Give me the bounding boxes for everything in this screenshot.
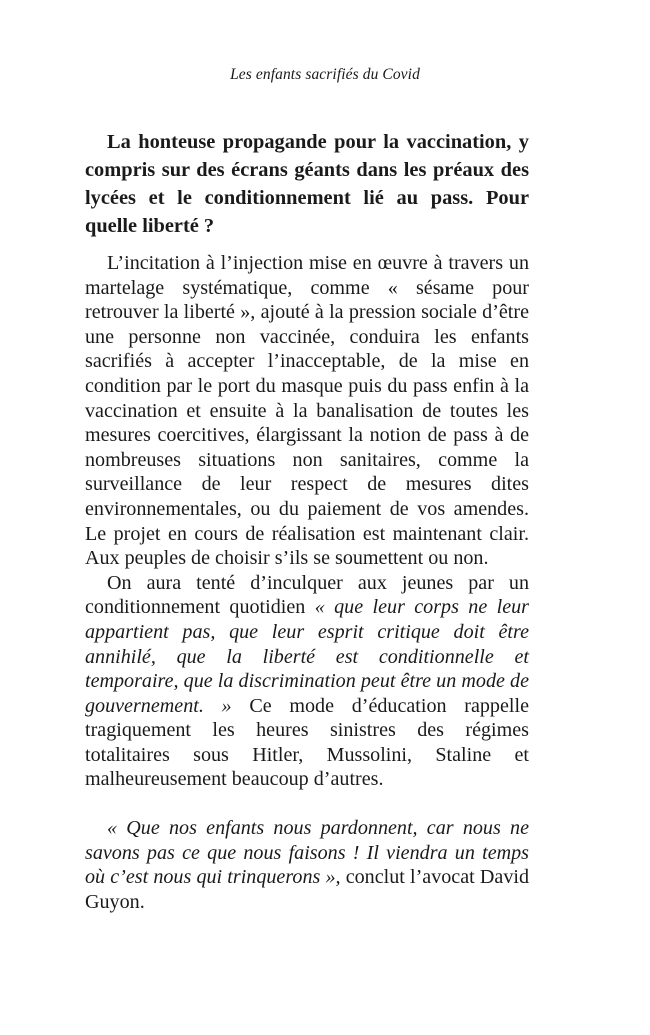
quote-attribution: conclut l’avocat David Guyon.	[85, 866, 529, 913]
italic-quote: « que leur corps ne leur appartient pas, que leur esprit critique doit être annihilé, que la liberté est conditionnelle et temporaire, que la discrimination peut être un mode de gouvernement. »	[85, 596, 529, 717]
body-text	[85, 251, 529, 914]
paragraph-continuation: Ce mode d’éducation rappelle tragiquement les heures sinistres des régimes totalitaires sous Hitler, Mussolini, Staline et malheureusement beaucoup d’autres.	[85, 694, 529, 791]
paragraph-closing-quote	[85, 816, 529, 914]
paragraph-incitation: L’incitation à l’injection mise en œuvre à travers un martelage systématique, comme « sésame pour retrouver la liberté », ajouté à la pression sociale d’être une personne non vaccinée, conduira les enfants sacrifiés à accepter l’inacceptable, de la mise en condition par le port du masque puis du pass enfin à la vaccination et ensuite à la banalisation de toutes les mesures coercitives, élargissant la notion de pass à de nombreuses situations non sanitaires, comme la surveillance de leur respect de mesures dites environnementales, ou du paiement de vos amendes. Le projet en cours de réalisation est maintenant clair. Aux peuples de choisir s’ils se soumettent ou non.	[85, 252, 529, 570]
running-head: Les enfants sacrifiés du Covid	[230, 66, 420, 83]
paragraph-conditionnement	[85, 571, 529, 792]
section-heading: La honteuse propagande pour la vaccination, y compris sur des écrans géants dans les préaux des lycées et le conditionnement lié au pass. Pour quelle liberté ?	[85, 131, 529, 237]
closing-quote: « Que nos enfants nous pardonnent, car nous ne savons pas ce que nous faisons ! Il viendra un temps où c’est nous qui trinquerons »,	[85, 817, 529, 889]
paragraph-intro: On aura tenté d’inculquer aux jeunes par un conditionnement quotidien	[85, 571, 529, 619]
